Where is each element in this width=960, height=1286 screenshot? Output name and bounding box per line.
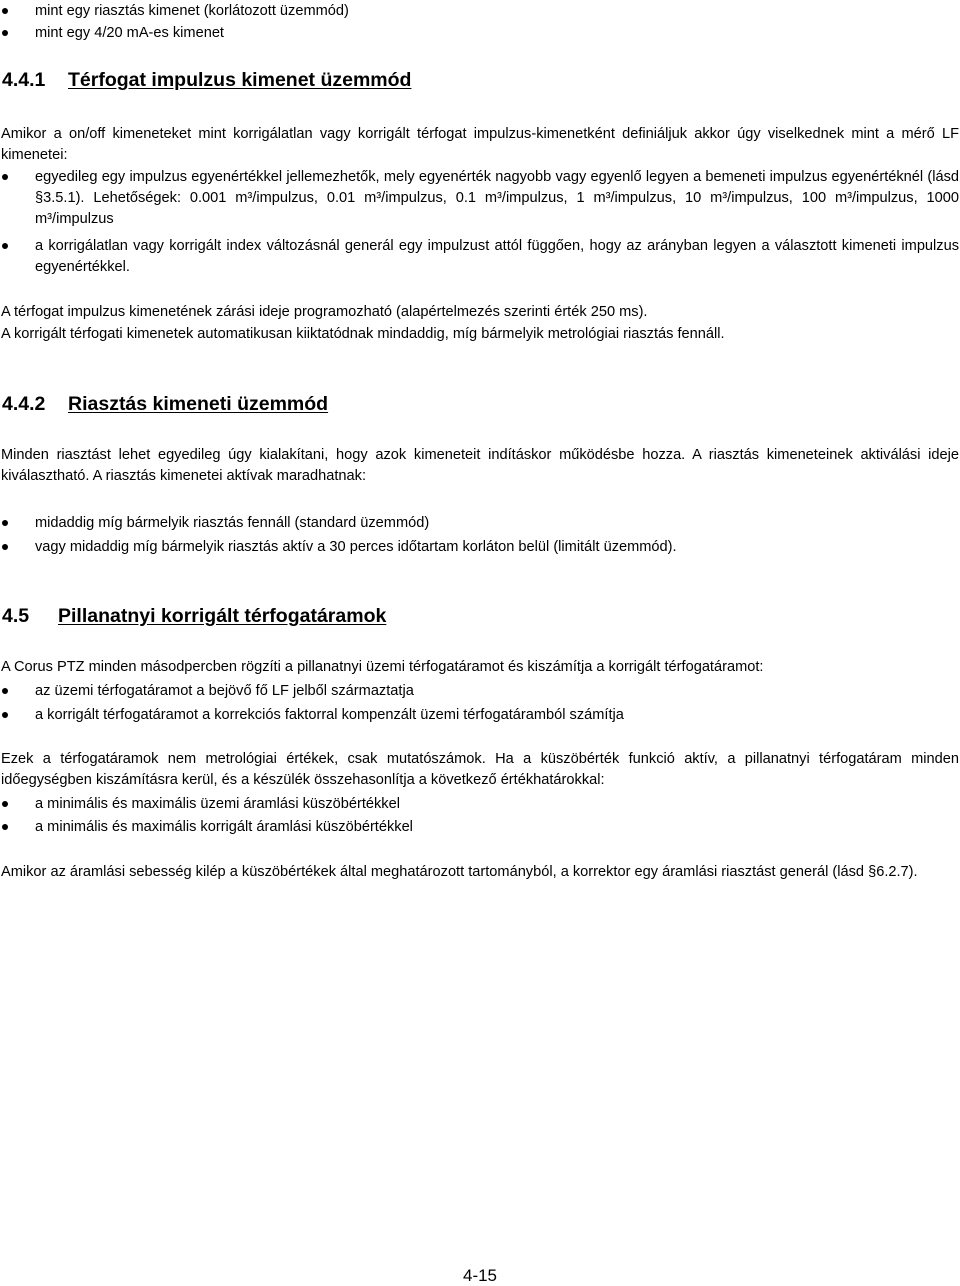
list-item-text: a minimális és maximális korrigált áramlási küszöbértékkel [35, 819, 413, 835]
list-item-text: a minimális és maximális üzemi áramlási küszöbértékkel [35, 796, 400, 812]
list-item-text: mint egy riasztás kimenet (korlátozott üzemmód) [35, 3, 349, 19]
paragraph: A korrigált térfogati kimenetek automatikusan kiiktatódnak mindaddig, míg bármelyik metrológiai riasztás fennáll. [1, 326, 725, 342]
section-intro: Amikor a on/off kimeneteket mint korrigálatlan vagy korrigált térfogat impulzus-kimenetként definiáljuk akkor úgy viselkednek mint a mérő LF kimenetei: [1, 126, 959, 163]
bullet-icon [2, 544, 8, 550]
bullet-icon [2, 30, 8, 36]
section-intro: A Corus PTZ minden másodpercben rögzíti a pillanatnyi üzemi térfogatáramot és kiszámítja a korrigált térfogatáramot: [1, 659, 764, 675]
paragraph: Ezek a térfogatáramok nem metrológiai értékek, csak mutatószámok. Ha a küszöbérték funkció aktív, a pillanatnyi térfogatáram minden időegységben kiszámításra kerül, és a készülék összehasonlítja a következő értékhatárokkal: [1, 751, 959, 788]
bullet-icon [2, 688, 8, 694]
bullet-icon [2, 174, 8, 180]
section-number: 4.4.1 [2, 69, 46, 91]
bullet-icon [2, 801, 8, 807]
section-intro: Minden riasztást lehet egyedileg úgy kialakítani, hogy azok kimeneteit indításkor működésbe hozza. A riasztás kimeneteinek aktiválási ideje kiválasztható. A riasztás kimenetei aktívak maradhatnak: [1, 447, 959, 484]
paragraph: Amikor az áramlási sebesség kilép a küszöbértékek által meghatározott tartományból, a korrektor egy áramlási riasztást generál (lásd §6.2.7). [1, 864, 918, 880]
list-item-text: midaddig míg bármelyik riasztás fennáll (standard üzemmód) [35, 515, 430, 531]
list-item-text: vagy midaddig míg bármelyik riasztás aktív a 30 perces időtartam korláton belül (limitált üzemmód). [35, 539, 677, 555]
section-title: Térfogat impulzus kimenet üzemmód [68, 69, 412, 91]
section-title: Pillanatnyi korrigált térfogatáramok [58, 605, 387, 627]
section-number: 4.4.2 [2, 393, 46, 415]
list-item-text: az üzemi térfogatáramot a bejövő fő LF jelből származtatja [35, 683, 414, 699]
list-item-text: egyedileg egy impulzus egyenértékkel jellemezhetők, mely egyenérték nagyobb vagy egyenlő legyen a bemeneti impulzus egyenértéknél (lásd §3.5.1). Lehetőségek: 0.001 m³/impulzus, 0.01 m³/impulzus, 0.1 m³/impulzus, 1 m³/impulzus, 10 m³/impulzus, 100 m³/impulzus, 1000 m³/impulzus [35, 169, 959, 227]
bullet-icon [2, 520, 8, 526]
bullet-icon [2, 712, 8, 718]
section-title: Riasztás kimeneti üzemmód [68, 393, 329, 415]
page-number: 4-15 [462, 1266, 498, 1285]
section-number: 4.5 [2, 605, 30, 627]
bullet-icon [2, 243, 8, 249]
list-item-text: mint egy 4/20 mA-es kimenet [35, 25, 224, 41]
list-item-text: a korrigálatlan vagy korrigált index változásnál generál egy impulzust attól függően, hogy az arányban legyen a választott kimeneti impulzus egyenértékkel. [35, 238, 959, 275]
bullet-icon [2, 8, 8, 14]
bullet-icon [2, 824, 8, 830]
paragraph: A térfogat impulzus kimenetének zárási ideje programozható (alapértelmezés szerinti érték 250 ms). [1, 304, 648, 320]
list-item-text: a korrigált térfogatáramot a korrekciós faktorral kompenzált üzemi térfogatáramból számítja [35, 707, 624, 723]
